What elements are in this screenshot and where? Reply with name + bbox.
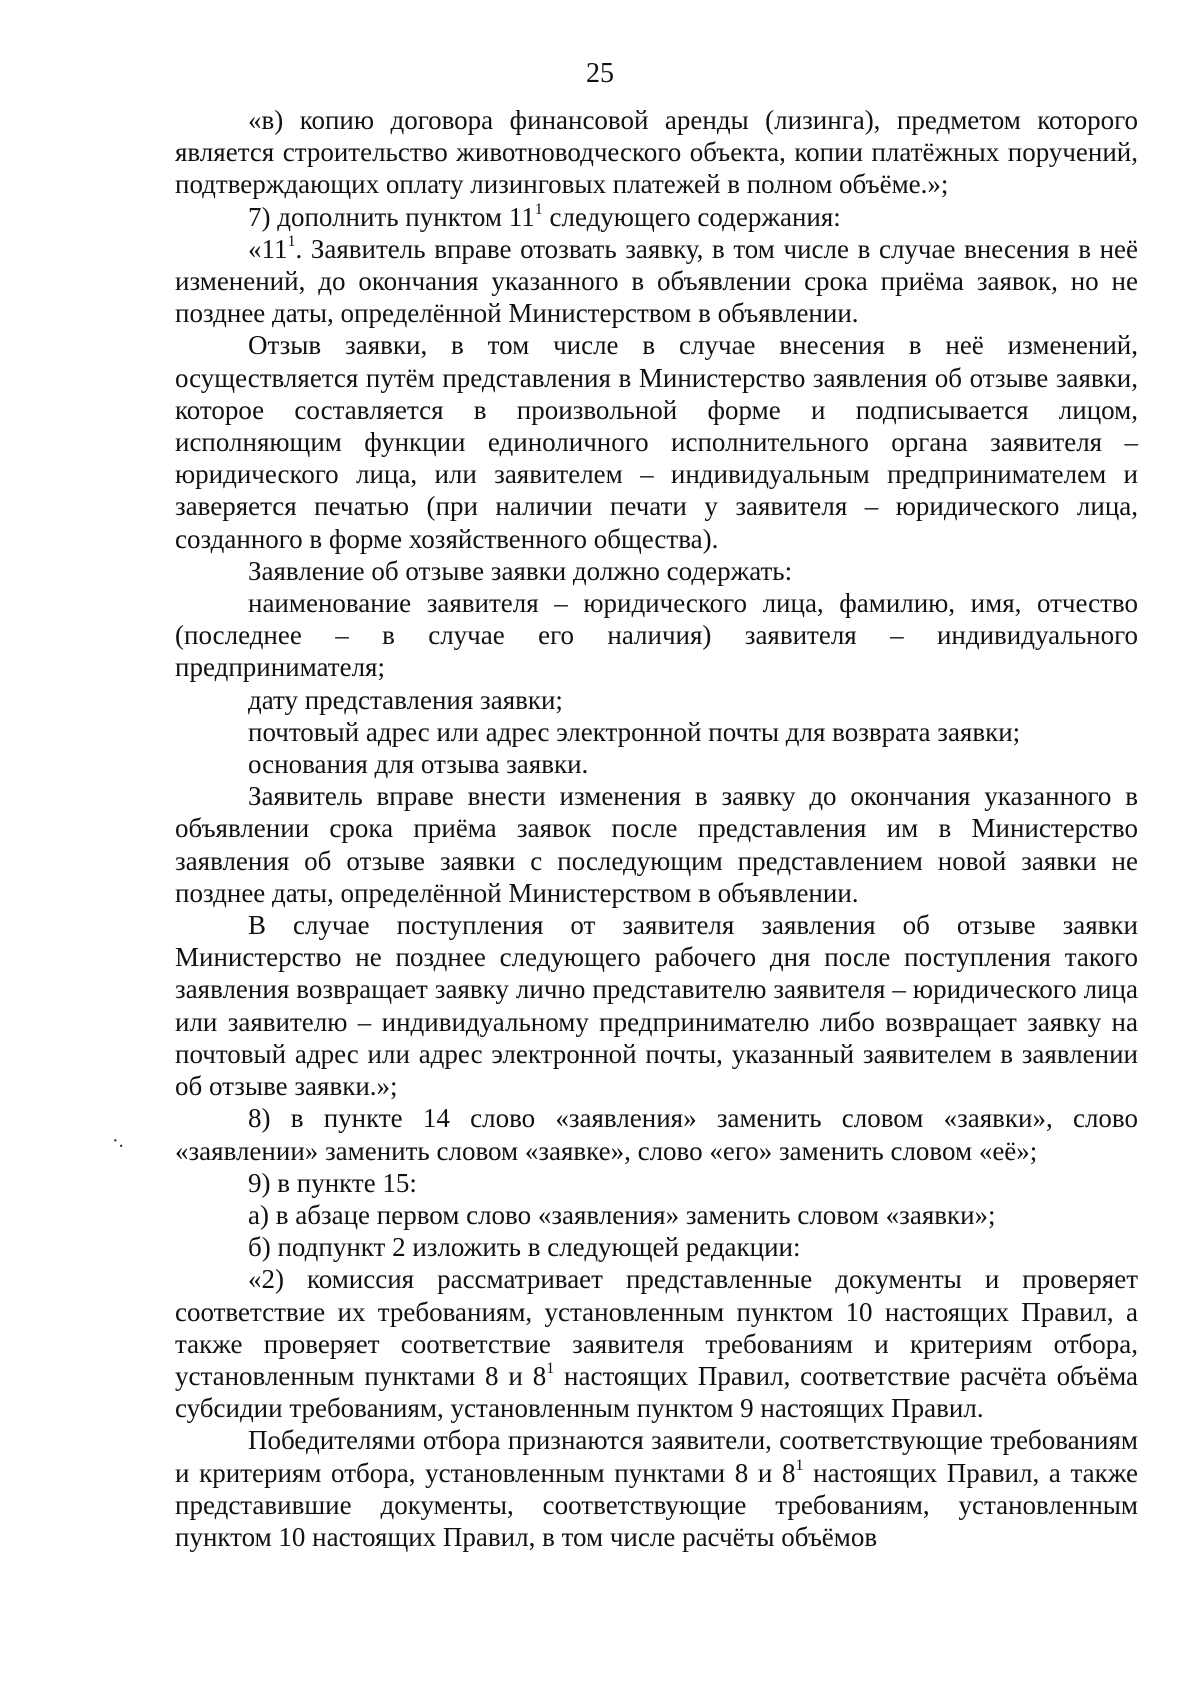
paragraph-1: «в) копию договора финансовой аренды (лизинга), предметом которого является строительство животноводческого объекта, копии платёжных поручений, подтверждающих оплату лизинговых платежей в полном объёме.»; bbox=[175, 105, 1138, 200]
paragraph-4: Отзыв заявки, в том числе в случае внесения в неё изменений, осуществляется путём представления в Министерство заявления об отзыве заявки, которое составляется в произвольной форме и подписывается лицом, исполняющим функции единоличного исполнительного органа заявителя – юридического лица, или заявителем – индивидуальным предпринимателем и заверяется печатью (при наличии печати у заявителя – юридического лица, созданного в форме хозяйственного общества). bbox=[175, 330, 1138, 554]
paragraph-6: наименование заявителя – юридического лица, фамилию, имя, отчество (последнее – в случае его наличия) заявителя – индивидуального предпринимателя; bbox=[175, 588, 1138, 683]
scan-dots: ·. bbox=[112, 1130, 124, 1152]
paragraph-17: Победителями отбора признаются заявители, соответствующие требованиям и критериям отбора, установленным пунктами 8 и $8^1$ настоящих Правил, а также представившие документы, соответствующие требованиям, установленным пунктом 10 настоящих Правил, в том числе расчёты объёмов bbox=[175, 1425, 1139, 1552]
paragraph-10: Заявитель вправе внести изменения в заявку до окончания указанного в объявлении срока приёма заявок после представления им в Министерство заявления об отзыве заявки с последующим представлением новой заявки не позднее даты, определённой Министерством в объявлении. bbox=[175, 781, 1138, 908]
paragraph-11: В случае поступления от заявителя заявления об отзыве заявки Министерство не позднее следующего рабочего дня после поступления такого заявления возвращает заявку лично представителю заявителя – юридического лица или заявителю – индивидуальному предпринимателю либо возвращает заявку на почтовый адрес или адрес электронной почты, указанный заявителем в заявлении об отзыве заявки.»; bbox=[175, 910, 1138, 1102]
superscript-1: 1 bbox=[795, 1456, 804, 1474]
paragraph-9: основания для отзыва заявки. bbox=[248, 749, 589, 780]
paragraph-5: Заявление об отзыве заявки должно содержать: bbox=[248, 555, 793, 586]
superscript-1: 1 bbox=[534, 200, 543, 218]
superscript-1: 1 bbox=[546, 1359, 555, 1377]
paragraph-3: «$11^1$. Заявитель вправе отозвать заявку, в том числе в случае внесения в неё изменений, до окончания указанного в объявлении срока приёма заявок, но не позднее даты, определённой Министерством в объявлении. bbox=[175, 232, 1138, 329]
paragraph-8: почтовый адрес или адрес электронной почты для возврата заявки; bbox=[248, 716, 1021, 747]
paragraph-12: 8) в пункте 14 слово «заявления» заменить словом «заявки», слово «заявлении» заменить словом «заявке», слово «его» заменить словом «её»; bbox=[175, 1103, 1138, 1166]
paragraph-16: «2) комиссия рассматривает представленные документы и проверяет соответствие их требованиям, установленным пунктом 10 настоящих Правил, а также проверяет соответствие заявителя требованиям и критериям отбора, установленным пунктами 8 и $8^1$ настоящих Правил, соответствие расчёта объёма субсидии требованиям, установленным пунктом 9 настоящих Правил. bbox=[175, 1264, 1138, 1424]
paragraph-14: а) в абзаце первом слово «заявления» заменить словом «заявки»; bbox=[248, 1199, 996, 1230]
paragraph-13: 9) в пункте 15: bbox=[248, 1167, 417, 1198]
paragraph-7: дату представления заявки; bbox=[248, 684, 563, 715]
paragraph-15: б) подпункт 2 изложить в следующей редакции: bbox=[248, 1232, 801, 1263]
superscript-1: 1 bbox=[287, 232, 296, 250]
document-body bbox=[175, 104, 1138, 1553]
page-number: 25 bbox=[586, 58, 614, 89]
paragraph-2: 7) дополнить пунктом $11^1$ следующего содержания: bbox=[248, 200, 841, 232]
